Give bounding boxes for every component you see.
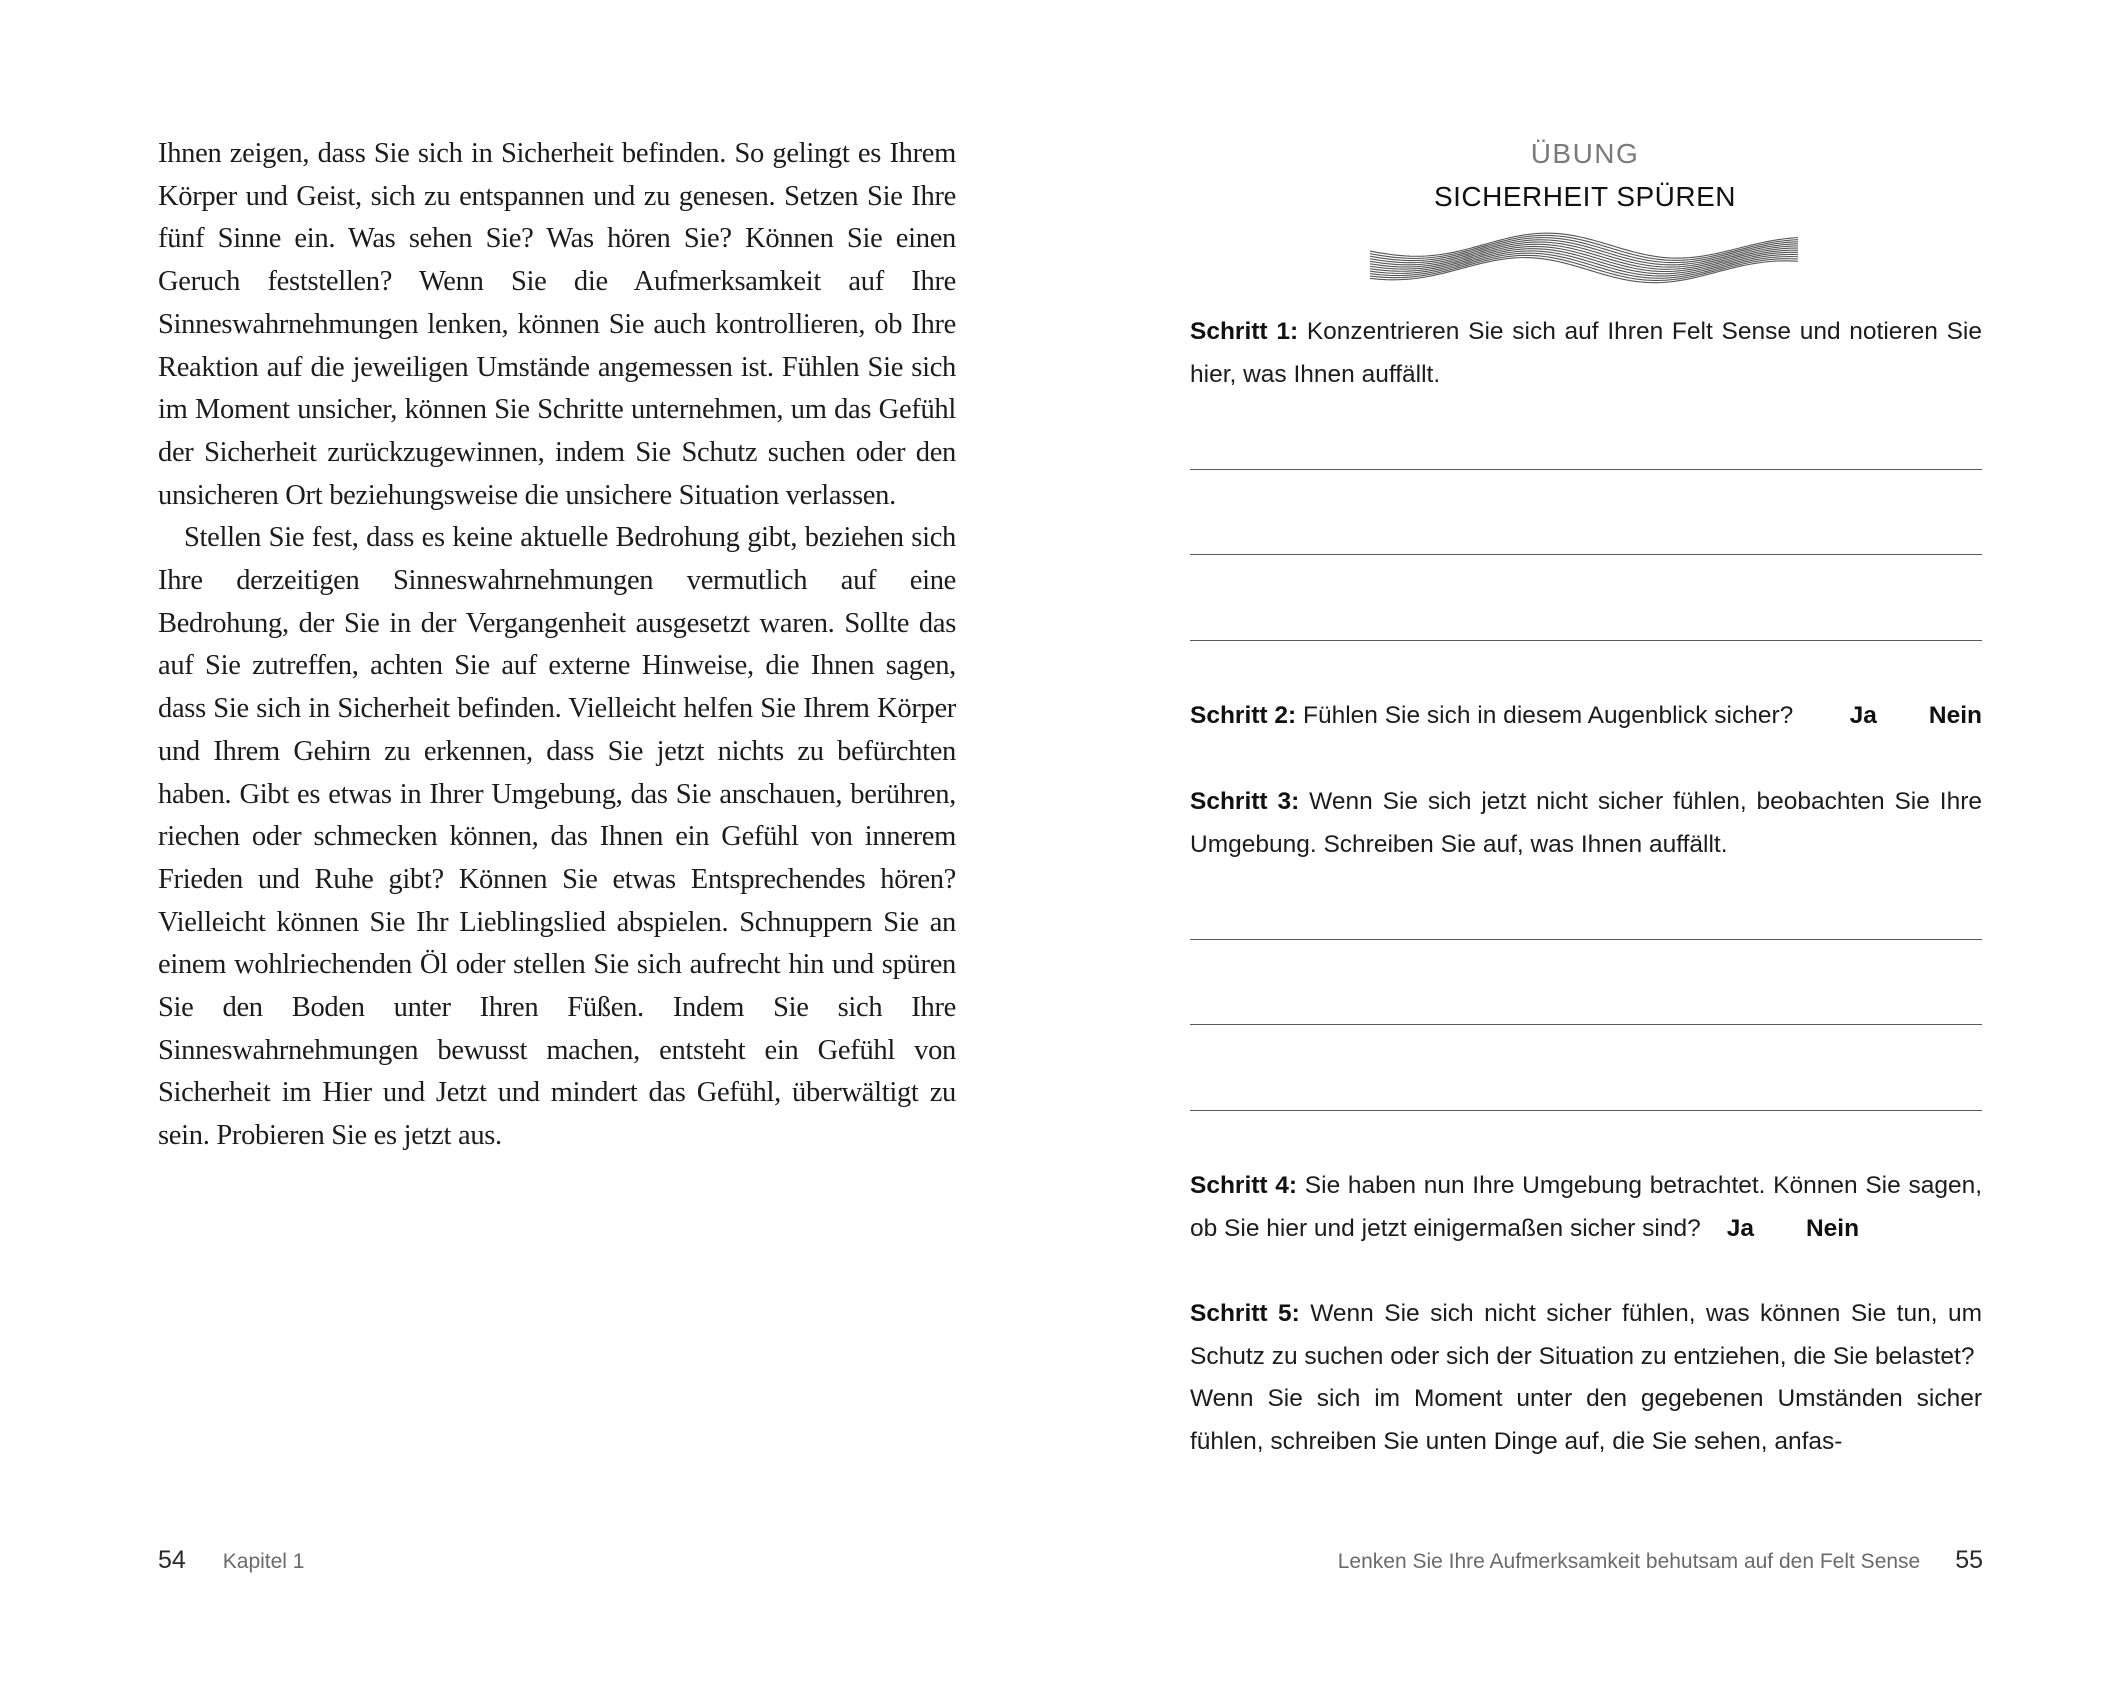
step-5 bbox=[1190, 1293, 1982, 1464]
left-page-number: 54 bbox=[158, 1546, 186, 1574]
step-5-label: Schritt 5: bbox=[1190, 1300, 1300, 1327]
no-option[interactable]: Nein bbox=[1805, 1214, 1860, 1242]
step-5-text: Wenn Sie sich nicht sicher fühlen, was können Sie tun, um Schutz zu suchen oder sich der Situation zu entziehen, die Sie belastet? bbox=[1190, 1300, 1983, 1370]
answer-line[interactable] bbox=[1190, 1024, 1982, 1025]
answer-line[interactable] bbox=[1190, 939, 1982, 940]
step-5-continuation: Wenn Sie sich im Moment unter den gegebenen Umständen sicher fühlen, schreiben Sie unten Dinge auf, die Sie sehen, anfas- bbox=[1190, 1385, 1982, 1456]
exercise-label: ÜBUNG bbox=[1530, 138, 1640, 169]
step-1 bbox=[1190, 311, 1982, 396]
step-4 bbox=[1190, 1165, 1982, 1250]
left-footer bbox=[158, 1546, 305, 1575]
right-page-number: 55 bbox=[1955, 1546, 1983, 1574]
answer-line[interactable] bbox=[1190, 554, 1982, 555]
step-2-text: Fühlen Sie sich in diesem Augenblick sicher? bbox=[1303, 702, 1794, 729]
step-1-text: Konzentrieren Sie sich auf Ihren Felt Sense und notieren Sie hier, was Ihnen auffällt. bbox=[1190, 318, 1982, 388]
step-1-label: Schritt 1: bbox=[1190, 318, 1299, 345]
wave-ornament-icon bbox=[1370, 228, 1800, 286]
step-2 bbox=[1190, 695, 1982, 738]
wave-line bbox=[1370, 238, 1798, 263]
step-3 bbox=[1190, 781, 1982, 866]
step-3-label: Schritt 3: bbox=[1190, 788, 1300, 815]
paragraph-2: Stellen Sie fest, dass es keine aktuelle Bedrohung gibt, beziehen sich Ihre derzeitigen Sinneswahrnehmungen vermutlich auf eine Bedrohung, der Sie in der Vergangenheit ausgesetzt waren. Sollte das auf Sie zutreffen, achten Sie auf externe Hinweise, die Ihnen sagen, dass Sie sich in Sicherheit befinden. Vielleicht helfen Sie Ihrem Körper und Ihrem Gehirn zu erkennen, dass Sie jetzt nichts zu befürchten haben. Gibt es etwas in Ihrer Umgebung, das Sie anschauen, berühren, riechen oder schmecken können, das Ihnen ein Gefühl von innerem Frieden und Ruhe gibt? Können Sie etwas Entsprechendes hören? Vielleicht können Sie Ihr Lieblingslied abspielen. Schnuppern Sie an einem wohlriechenden Öl oder stellen Sie sich aufrecht hin und spüren Sie den Boden unter Ihren Füßen. Indem Sie sich Ihre Sinneswahrnehmungen bewusst machen, entsteht ein Gefühl von Sicherheit im Hier und Jetzt und mindert das Gefühl, überwältigt zu sein. Probieren Sie es jetzt aus. bbox=[158, 522, 956, 1152]
right-footer bbox=[1063, 1546, 1983, 1575]
left-running-head: Kapitel 1 bbox=[222, 1550, 305, 1573]
paragraph-1: Ihnen zeigen, dass Sie sich in Sicherheit befinden. So gelingt es Ihrem Körper und Geist, sich zu entspannen und zu genesen. Setzen Sie Ihre fünf Sinne ein. Was sehen Sie? Was hören Sie? Können Sie einen Geruch feststellen? Wenn Sie die Aufmerksamkeit auf Ihre Sinneswahrnehmungen lenken, können Sie auch kontrollieren, ob Ihre Reaktion auf die jeweiligen Umstände angemessen ist. Fühlen Sie sich im Moment unsicher, können Sie Schritte unternehmen, um das Gefühl der Sicherheit zurückzugewinnen, indem Sie Schutz suchen oder den unsicheren Ort beziehungsweise die unsichere Situation verlassen. bbox=[158, 138, 956, 511]
step-3-text: Wenn Sie sich jetzt nicht sicher fühlen, beobachten Sie Ihre Umgebung. Schreiben Sie auf, was Ihnen auffällt. bbox=[1190, 788, 1982, 858]
step-4-label: Schritt 4: bbox=[1190, 1172, 1298, 1199]
answer-line[interactable] bbox=[1190, 640, 1982, 641]
answer-line[interactable] bbox=[1190, 469, 1982, 470]
yes-option[interactable]: Ja bbox=[1849, 702, 1877, 729]
yes-option[interactable]: Ja bbox=[1726, 1214, 1754, 1242]
step-2-label: Schritt 2: bbox=[1190, 702, 1297, 729]
answer-line[interactable] bbox=[1190, 1110, 1982, 1111]
no-option[interactable]: Nein bbox=[1928, 702, 1982, 729]
exercise-title: SICHERHEIT SPÜREN bbox=[1433, 181, 1737, 212]
left-page-body bbox=[158, 133, 956, 1158]
right-running-head: Lenken Sie Ihre Aufmerksamkeit behutsam auf den Felt Sense bbox=[1337, 1550, 1921, 1573]
step-4-text: Sie haben nun Ihre Umgebung betrachtet. Können Sie sagen, ob Sie hier und jetzt einigermaßen sicher sind? bbox=[1190, 1172, 1983, 1242]
